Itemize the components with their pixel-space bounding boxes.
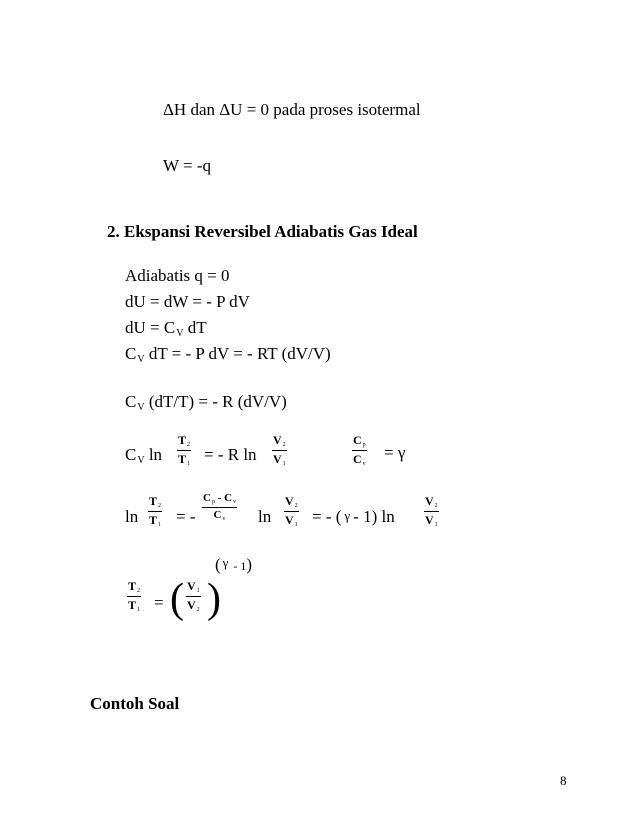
- section-heading: 2. Ekspansi Reversibel Adiabatis Gas Ideal: [107, 222, 418, 241]
- eq2-ln: ln: [258, 507, 272, 526]
- eq1-mid: = - R ln: [204, 445, 257, 464]
- fraction-t2-t1: T2 T1: [128, 579, 141, 613]
- eq1-lead: $C_V$ ln: [125, 445, 163, 466]
- work-equation: W = -q: [163, 156, 211, 175]
- equation-line: dU = $C_V$ dT: [125, 318, 207, 339]
- fraction-cp-cv: Cp Cv: [353, 433, 366, 467]
- eq3-equals: =: [154, 593, 164, 612]
- fraction-v1-v2: V1 V2: [187, 579, 200, 613]
- eq1-gamma: = γ: [384, 443, 406, 462]
- open-paren: (: [170, 576, 184, 622]
- equation-line: Adiabatis q = 0: [125, 266, 230, 285]
- equation-line: $C_V$ dT = - P dV = - RT (dV/V): [125, 344, 331, 365]
- fraction-v2-v1-second: V2 V1: [425, 494, 438, 528]
- close-paren: ): [207, 576, 221, 622]
- fraction-v2-v1: V2 V1: [285, 494, 298, 528]
- isotermal-statement: ΔH dan ΔU = 0 pada proses isotermal: [163, 100, 421, 119]
- fraction-t2-t1: T2 T1: [149, 494, 162, 528]
- fraction-t2-t1: T2 T1: [178, 433, 191, 467]
- page-number: 8: [560, 773, 567, 788]
- example-heading: Contoh Soal: [90, 694, 180, 713]
- equation-line: dU = dW = - P dV: [125, 292, 250, 311]
- eq2-equals: = -: [176, 507, 196, 526]
- fraction-cp-minus-cv: Cp - Cv Cv: [203, 492, 237, 522]
- eq2-rhs: = - ( γ - 1) ln: [312, 507, 395, 526]
- fraction-v2-v1: V2 V1: [273, 433, 286, 467]
- equation-line: $C_V$ (dT/T) = - R (dV/V): [125, 392, 287, 413]
- eq2-lead: ln: [125, 507, 139, 526]
- exponent: ( γ - 1): [215, 555, 253, 574]
